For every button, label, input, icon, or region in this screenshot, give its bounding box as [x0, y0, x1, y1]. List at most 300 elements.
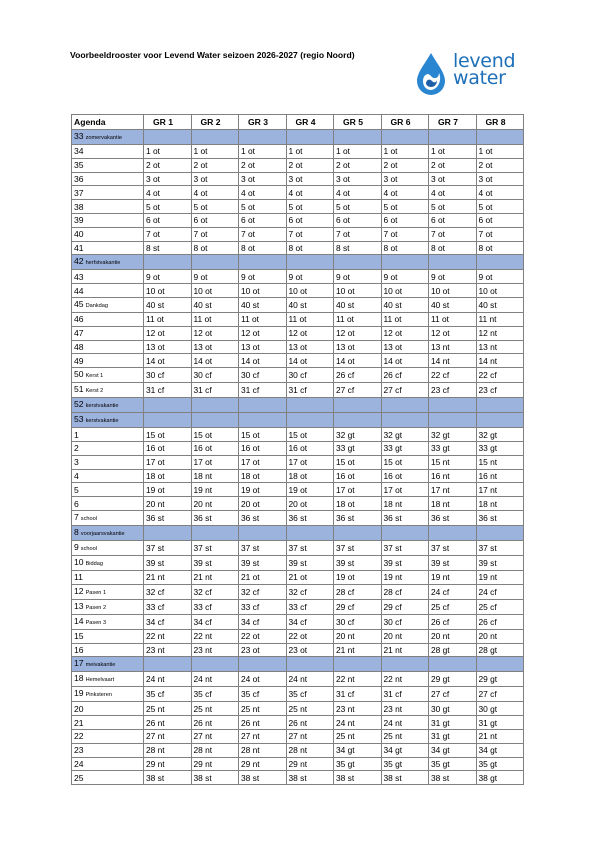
- lesson-cell: 16 ot: [381, 469, 429, 483]
- lesson-cell: 39 st: [144, 555, 192, 570]
- lesson-cell: 27 cf: [381, 383, 429, 398]
- lesson-cell: 17 ot: [286, 455, 334, 469]
- week-number: 50: [74, 369, 84, 380]
- agenda-cell: [72, 469, 144, 483]
- table-row: [72, 368, 524, 383]
- lesson-cell: 14 ot: [334, 354, 382, 368]
- table-row: [72, 284, 524, 298]
- lesson-cell: 5 ot: [476, 200, 524, 214]
- week-number: 24: [74, 758, 84, 769]
- table-row: [72, 455, 524, 469]
- lesson-cell: 19 nt: [191, 483, 239, 497]
- lesson-cell: 22 ot: [286, 629, 334, 643]
- table-row: [72, 687, 524, 702]
- lesson-cell: 6 ot: [144, 213, 192, 227]
- lesson-cell: 2 ot: [286, 158, 334, 172]
- lesson-cell: 30 cf: [144, 368, 192, 383]
- lesson-cell: 32 gt: [381, 428, 429, 442]
- lesson-cell: 39 st: [476, 555, 524, 570]
- schedule-body: [72, 130, 524, 785]
- lesson-cell: 8 ot: [429, 241, 477, 255]
- table-row: [72, 629, 524, 643]
- lesson-cell: 20 ot: [286, 497, 334, 511]
- lesson-cell: 31 cf: [239, 383, 287, 398]
- agenda-cell: [72, 584, 144, 599]
- lesson-cell: 12 ot: [381, 326, 429, 340]
- lesson-cell: 31 gt: [429, 729, 477, 743]
- lesson-cell: 29 gt: [429, 672, 477, 687]
- lesson-cell: 8 st: [144, 241, 192, 255]
- lesson-cell: 27 cf: [429, 687, 477, 702]
- lesson-cell: 3 ot: [191, 172, 239, 186]
- lesson-cell: 27 nt: [144, 729, 192, 743]
- lesson-cell: [476, 398, 524, 413]
- lesson-cell: 36 st: [144, 510, 192, 525]
- lesson-cell: [286, 657, 334, 672]
- week-number: 39: [74, 215, 84, 226]
- table-row: [72, 497, 524, 511]
- lesson-cell: 11 ot: [381, 312, 429, 326]
- lesson-cell: 9 ot: [429, 270, 477, 284]
- lesson-cell: 20 nt: [381, 629, 429, 643]
- week-number: 9: [74, 541, 79, 552]
- table-row: [72, 570, 524, 584]
- lesson-cell: 12 ot: [334, 326, 382, 340]
- lesson-cell: [476, 130, 524, 145]
- lesson-cell: 5 ot: [381, 200, 429, 214]
- lesson-cell: 7 ot: [429, 227, 477, 241]
- lesson-cell: 31 cf: [286, 383, 334, 398]
- lesson-cell: 14 ot: [286, 354, 334, 368]
- lesson-cell: 24 nt: [381, 716, 429, 730]
- agenda-cell: [72, 270, 144, 284]
- lesson-cell: 39 st: [429, 555, 477, 570]
- lesson-cell: 8 ot: [286, 241, 334, 255]
- lesson-cell: 12 nt: [476, 326, 524, 340]
- lesson-cell: 38 st: [334, 771, 382, 785]
- week-number: 10: [74, 556, 84, 567]
- lesson-cell: [144, 398, 192, 413]
- lesson-cell: [144, 413, 192, 428]
- lesson-cell: 14 ot: [381, 354, 429, 368]
- lesson-cell: 37 st: [191, 540, 239, 555]
- lesson-cell: 26 nt: [286, 716, 334, 730]
- lesson-cell: 3 ot: [381, 172, 429, 186]
- lesson-cell: 33 cf: [144, 599, 192, 614]
- table-row: [72, 227, 524, 241]
- lesson-cell: 33 gt: [429, 441, 477, 455]
- week-note: kerstvakantie: [85, 403, 119, 410]
- lesson-cell: 37 st: [381, 540, 429, 555]
- lesson-cell: 9 ot: [381, 270, 429, 284]
- lesson-cell: 13 ot: [239, 340, 287, 354]
- lesson-cell: 5 ot: [429, 200, 477, 214]
- lesson-cell: 6 ot: [334, 213, 382, 227]
- lesson-cell: 1 ot: [429, 145, 477, 159]
- table-row: [72, 428, 524, 442]
- week-number: 7: [74, 511, 79, 522]
- lesson-cell: 16 nt: [476, 469, 524, 483]
- lesson-cell: [381, 525, 429, 540]
- agenda-cell: [72, 629, 144, 643]
- lesson-cell: 15 nt: [476, 455, 524, 469]
- lesson-cell: 36 st: [429, 510, 477, 525]
- week-number: 48: [74, 341, 84, 352]
- lesson-cell: 35 gt: [429, 757, 477, 771]
- lesson-cell: 15 ot: [144, 428, 192, 442]
- lesson-cell: 29 nt: [286, 757, 334, 771]
- lesson-cell: [239, 657, 287, 672]
- agenda-cell: [72, 599, 144, 614]
- table-row: [72, 145, 524, 159]
- agenda-cell: [72, 614, 144, 629]
- column-header-group: GR 5: [334, 115, 382, 130]
- lesson-cell: 27 cf: [334, 383, 382, 398]
- lesson-cell: 5 ot: [144, 200, 192, 214]
- lesson-cell: 2 ot: [191, 158, 239, 172]
- lesson-cell: 36 st: [381, 510, 429, 525]
- lesson-cell: 10 ot: [239, 284, 287, 298]
- lesson-cell: 37 st: [429, 540, 477, 555]
- lesson-cell: 22 ot: [239, 629, 287, 643]
- lesson-cell: 34 cf: [286, 614, 334, 629]
- lesson-cell: 25 nt: [334, 729, 382, 743]
- lesson-cell: 29 gt: [476, 672, 524, 687]
- lesson-cell: 27 nt: [191, 729, 239, 743]
- week-number: 6: [74, 498, 79, 509]
- agenda-cell: [72, 227, 144, 241]
- table-row: [72, 312, 524, 326]
- lesson-cell: 1 ot: [239, 145, 287, 159]
- lesson-cell: [144, 525, 192, 540]
- lesson-cell: 20 nt: [429, 629, 477, 643]
- lesson-cell: 11 ot: [191, 312, 239, 326]
- lesson-cell: 35 cf: [239, 687, 287, 702]
- week-number: 47: [74, 328, 84, 339]
- lesson-cell: 11 nt: [476, 312, 524, 326]
- column-header-group: GR 8: [476, 115, 524, 130]
- lesson-cell: 23 nt: [144, 643, 192, 657]
- lesson-cell: 14 ot: [191, 354, 239, 368]
- week-number: 12: [74, 585, 84, 596]
- lesson-cell: 29 cf: [334, 599, 382, 614]
- lesson-cell: 16 ot: [144, 441, 192, 455]
- lesson-cell: [429, 413, 477, 428]
- lesson-cell: 24 cf: [429, 584, 477, 599]
- week-number: 35: [74, 160, 84, 171]
- lesson-cell: 28 nt: [239, 743, 287, 757]
- lesson-cell: 13 nt: [476, 340, 524, 354]
- week-note: Pinksteren: [85, 692, 112, 699]
- lesson-cell: 32 cf: [239, 584, 287, 599]
- lesson-cell: 16 nt: [429, 469, 477, 483]
- table-row: [72, 297, 524, 312]
- lesson-cell: 2 ot: [381, 158, 429, 172]
- week-number: 19: [74, 688, 84, 699]
- lesson-cell: 33 gt: [381, 441, 429, 455]
- week-number: 51: [74, 384, 84, 395]
- lesson-cell: 37 st: [144, 540, 192, 555]
- lesson-cell: 31 gt: [476, 716, 524, 730]
- lesson-cell: [239, 525, 287, 540]
- agenda-cell: [72, 398, 144, 413]
- lesson-cell: 9 ot: [334, 270, 382, 284]
- table-row: [72, 326, 524, 340]
- lesson-cell: 7 ot: [191, 227, 239, 241]
- lesson-cell: 18 ot: [334, 497, 382, 511]
- lesson-cell: 30 cf: [239, 368, 287, 383]
- lesson-cell: 7 ot: [239, 227, 287, 241]
- table-row: [72, 340, 524, 354]
- lesson-cell: 14 ot: [239, 354, 287, 368]
- lesson-cell: 20 ot: [239, 497, 287, 511]
- lesson-cell: 10 ot: [476, 284, 524, 298]
- lesson-cell: 12 ot: [191, 326, 239, 340]
- lesson-cell: 2 ot: [144, 158, 192, 172]
- lesson-cell: 2 ot: [334, 158, 382, 172]
- lesson-cell: 33 cf: [191, 599, 239, 614]
- lesson-cell: 33 cf: [286, 599, 334, 614]
- holiday-row: [72, 255, 524, 270]
- lesson-cell: 6 ot: [476, 213, 524, 227]
- lesson-cell: 34 gt: [429, 743, 477, 757]
- lesson-cell: [191, 525, 239, 540]
- week-note: kerstvakantie: [85, 418, 119, 425]
- lesson-cell: 28 cf: [334, 584, 382, 599]
- lesson-cell: 11 ot: [144, 312, 192, 326]
- table-row: [72, 716, 524, 730]
- week-number: 25: [74, 772, 84, 783]
- week-note: Pasen 1: [85, 589, 107, 596]
- lesson-cell: [286, 130, 334, 145]
- lesson-cell: 11 ot: [239, 312, 287, 326]
- lesson-cell: [144, 130, 192, 145]
- agenda-cell: [72, 368, 144, 383]
- week-number: 11: [74, 572, 83, 583]
- table-row: [72, 729, 524, 743]
- lesson-cell: 3 ot: [334, 172, 382, 186]
- agenda-cell: [72, 716, 144, 730]
- lesson-cell: 12 ot: [144, 326, 192, 340]
- agenda-cell: [72, 687, 144, 702]
- lesson-cell: 9 ot: [191, 270, 239, 284]
- lesson-cell: 40 st: [429, 297, 477, 312]
- lesson-cell: 22 nt: [144, 629, 192, 643]
- agenda-cell: [72, 643, 144, 657]
- table-row: [72, 354, 524, 368]
- lesson-cell: 7 ot: [144, 227, 192, 241]
- lesson-cell: 21 nt: [381, 643, 429, 657]
- lesson-cell: 37 st: [334, 540, 382, 555]
- agenda-cell: [72, 158, 144, 172]
- agenda-cell: [72, 354, 144, 368]
- lesson-cell: 25 cf: [476, 599, 524, 614]
- agenda-cell: [72, 757, 144, 771]
- lesson-cell: [476, 525, 524, 540]
- lesson-cell: 7 ot: [286, 227, 334, 241]
- week-number: 42: [74, 256, 84, 267]
- lesson-cell: 23 nt: [334, 702, 382, 716]
- lesson-cell: 8 st: [334, 241, 382, 255]
- table-row: [72, 555, 524, 570]
- lesson-cell: 28 gt: [429, 643, 477, 657]
- agenda-cell: [72, 771, 144, 785]
- lesson-cell: 7 ot: [476, 227, 524, 241]
- lesson-cell: 14 nt: [429, 354, 477, 368]
- lesson-cell: 1 ot: [191, 145, 239, 159]
- lesson-cell: 11 ot: [286, 312, 334, 326]
- lesson-cell: 7 ot: [334, 227, 382, 241]
- lesson-cell: 38 gt: [476, 771, 524, 785]
- lesson-cell: 5 ot: [334, 200, 382, 214]
- lesson-cell: 13 ot: [381, 340, 429, 354]
- lesson-cell: 10 ot: [191, 284, 239, 298]
- lesson-cell: [381, 398, 429, 413]
- lesson-cell: 19 ot: [334, 570, 382, 584]
- table-row: [72, 186, 524, 200]
- lesson-cell: 10 ot: [334, 284, 382, 298]
- lesson-cell: [144, 255, 192, 270]
- lesson-cell: 6 ot: [286, 213, 334, 227]
- lesson-cell: 4 ot: [191, 186, 239, 200]
- lesson-cell: 18 nt: [429, 497, 477, 511]
- lesson-cell: 6 ot: [239, 213, 287, 227]
- agenda-cell: [72, 729, 144, 743]
- lesson-cell: 33 gt: [334, 441, 382, 455]
- lesson-cell: 31 cf: [144, 383, 192, 398]
- lesson-cell: 12 ot: [429, 326, 477, 340]
- lesson-cell: 33 cf: [239, 599, 287, 614]
- agenda-cell: [72, 340, 144, 354]
- holiday-row: [72, 657, 524, 672]
- column-header-group: GR 3: [239, 115, 287, 130]
- lesson-cell: [286, 413, 334, 428]
- lesson-cell: 26 nt: [144, 716, 192, 730]
- lesson-cell: 31 cf: [381, 687, 429, 702]
- table-row: [72, 270, 524, 284]
- week-number: 13: [74, 600, 84, 611]
- lesson-cell: 28 cf: [381, 584, 429, 599]
- table-row: [72, 383, 524, 398]
- week-number: 4: [74, 470, 79, 481]
- lesson-cell: 29 nt: [191, 757, 239, 771]
- agenda-cell: [72, 172, 144, 186]
- lesson-cell: 30 gt: [429, 702, 477, 716]
- lesson-cell: 34 gt: [381, 743, 429, 757]
- week-number: 37: [74, 187, 84, 198]
- lesson-cell: 9 ot: [239, 270, 287, 284]
- lesson-cell: 12 ot: [239, 326, 287, 340]
- lesson-cell: 25 nt: [286, 702, 334, 716]
- lesson-cell: [191, 130, 239, 145]
- week-number: 22: [74, 731, 84, 742]
- agenda-cell: [72, 483, 144, 497]
- lesson-cell: 29 cf: [381, 599, 429, 614]
- lesson-cell: 14 ot: [144, 354, 192, 368]
- logo-wordmark: [453, 50, 516, 89]
- column-header-group: GR 2: [191, 115, 239, 130]
- lesson-cell: 8 ot: [476, 241, 524, 255]
- week-number: 5: [74, 484, 79, 495]
- lesson-cell: 21 ot: [286, 570, 334, 584]
- holiday-row: [72, 130, 524, 145]
- lesson-cell: 35 cf: [286, 687, 334, 702]
- lesson-cell: 32 gt: [429, 428, 477, 442]
- lesson-cell: 26 cf: [381, 368, 429, 383]
- lesson-cell: 38 st: [381, 771, 429, 785]
- lesson-cell: 22 nt: [334, 672, 382, 687]
- lesson-cell: 32 gt: [334, 428, 382, 442]
- agenda-cell: [72, 326, 144, 340]
- lesson-cell: 4 ot: [144, 186, 192, 200]
- lesson-cell: 20 nt: [144, 497, 192, 511]
- table-row: [72, 743, 524, 757]
- lesson-cell: 8 ot: [191, 241, 239, 255]
- lesson-cell: [381, 130, 429, 145]
- week-number: 45: [74, 298, 84, 309]
- week-note: meivakantie: [85, 662, 116, 669]
- table-row: [72, 614, 524, 629]
- lesson-cell: [286, 255, 334, 270]
- lesson-cell: 24 nt: [144, 672, 192, 687]
- lesson-cell: 24 nt: [334, 716, 382, 730]
- lesson-cell: 19 nt: [429, 570, 477, 584]
- week-number: 46: [74, 314, 84, 325]
- lesson-cell: 16 ot: [286, 441, 334, 455]
- lesson-cell: 8 ot: [381, 241, 429, 255]
- lesson-cell: 15 ot: [191, 428, 239, 442]
- holiday-row: [72, 413, 524, 428]
- lesson-cell: 15 nt: [429, 455, 477, 469]
- logo-line-2: water: [453, 67, 506, 89]
- lesson-cell: 25 nt: [239, 702, 287, 716]
- agenda-cell: [72, 241, 144, 255]
- lesson-cell: 16 ot: [191, 441, 239, 455]
- week-number: 52: [74, 399, 84, 410]
- lesson-cell: 32 cf: [286, 584, 334, 599]
- lesson-cell: 21 nt: [144, 570, 192, 584]
- lesson-cell: 24 cf: [476, 584, 524, 599]
- week-number: 20: [74, 703, 84, 714]
- agenda-cell: [72, 312, 144, 326]
- week-number: 23: [74, 745, 84, 756]
- agenda-cell: [72, 510, 144, 525]
- lesson-cell: 32 cf: [191, 584, 239, 599]
- table-row: [72, 213, 524, 227]
- lesson-cell: 37 st: [239, 540, 287, 555]
- lesson-cell: 1 ot: [334, 145, 382, 159]
- lesson-cell: 20 nt: [191, 497, 239, 511]
- lesson-cell: 8 ot: [239, 241, 287, 255]
- column-header-group: GR 1: [144, 115, 192, 130]
- lesson-cell: 23 nt: [381, 702, 429, 716]
- lesson-cell: 4 ot: [476, 186, 524, 200]
- lesson-cell: [334, 255, 382, 270]
- lesson-cell: 34 cf: [239, 614, 287, 629]
- lesson-cell: 30 cf: [334, 614, 382, 629]
- week-note: Kerst 1: [85, 373, 104, 380]
- table-row: [72, 599, 524, 614]
- week-note: zomervakantie: [85, 135, 122, 141]
- lesson-cell: [476, 255, 524, 270]
- lesson-cell: 21 ot: [239, 570, 287, 584]
- lesson-cell: 28 nt: [144, 743, 192, 757]
- week-note: Pasen 2: [85, 604, 107, 611]
- week-number: 36: [74, 173, 84, 184]
- agenda-cell: [72, 441, 144, 455]
- lesson-cell: 35 gt: [334, 757, 382, 771]
- lesson-cell: 15 ot: [381, 455, 429, 469]
